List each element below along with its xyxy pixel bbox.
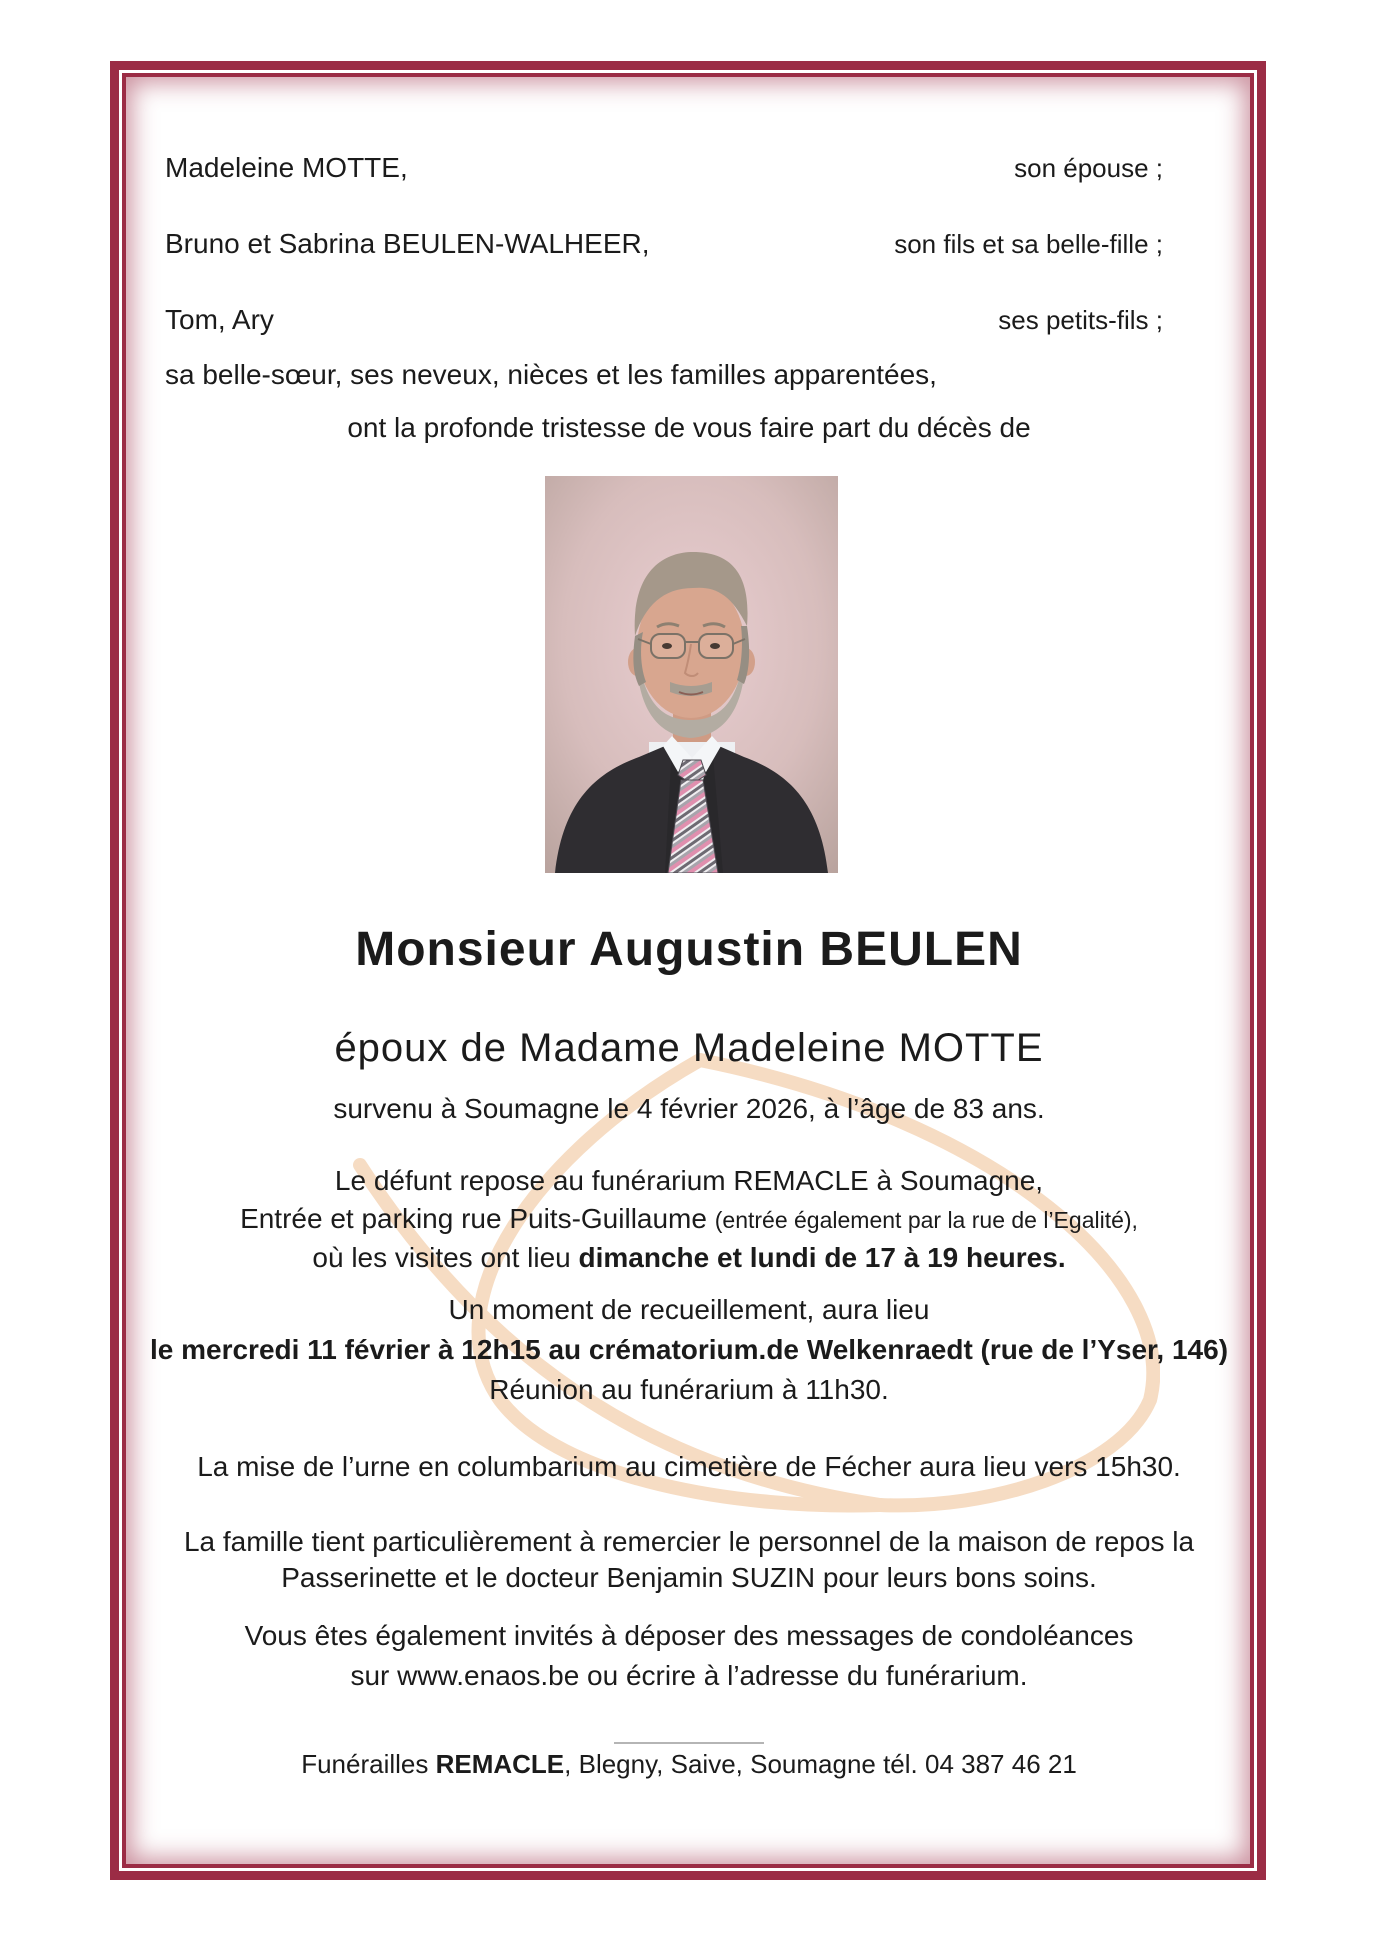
footer-prefix: Funérailles (301, 1749, 436, 1779)
announcement-intro-line: ont la profonde tristesse de vous faire part du décès de (347, 412, 1031, 443)
thanks-line-2: Passerinette et le docteur Benjamin SUZIN pour leurs bons soins. (281, 1562, 1097, 1593)
deceased-spouse-subtitle: époux de Madame Madeleine MOTTE (334, 1026, 1044, 1070)
wake-entrance-line (130, 1200, 1248, 1239)
ceremony-paragraph (130, 1290, 1248, 1410)
wake-visits-prefix: où les visites ont lieu (312, 1242, 579, 1273)
family-relation: son épouse ; (1014, 153, 1163, 183)
condolences-line-1: Vous êtes également invités à déposer des messages de condoléances (244, 1620, 1134, 1651)
family-line (165, 227, 1163, 261)
family-name: Tom, Ary (165, 304, 274, 335)
family-relation: ses petits-fils ; (998, 305, 1163, 335)
funeral-home-footer (130, 1748, 1248, 1780)
thanks-line-1: La famille tient particulièrement à remercier le personnel de la maison de repos la (183, 1526, 1195, 1557)
death-place-date-line: survenu à Soumagne le 4 février 2026, à l’âge de 83 ans. (333, 1093, 1045, 1124)
family-closing-line: sa belle-sœur, ses neveux, nièces et les familles apparentées, (165, 359, 937, 390)
ceremony-meeting-line: Réunion au funérarium à 11h30. (489, 1374, 889, 1405)
deceased-name-title: Monsieur Augustin BEULEN (355, 923, 1023, 976)
urn-columbarium-line: La mise de l’urne en columbarium au cimetière de Fécher aura lieu vers 15h30. (197, 1451, 1181, 1482)
ceremony-datetime-line: le mercredi 11 février à 12h15 au crématorium.de Welkenraedt (rue de l’Yser, 146) (149, 1334, 1229, 1365)
wake-paragraph (130, 1162, 1248, 1277)
deceased-portrait-photo (545, 476, 838, 873)
family-relation: son fils et sa belle-fille ; (894, 229, 1163, 259)
ceremony-intro-line: Un moment de recueillement, aura lieu (448, 1294, 930, 1325)
wake-visits-line (130, 1239, 1248, 1277)
wake-entrance-main: Entrée et parking rue Puits-Guillaume (240, 1203, 715, 1234)
wake-visits-schedule: dimanche et lundi de 17 à 19 heures. (578, 1242, 1066, 1273)
family-line (165, 303, 1163, 337)
family-line (165, 151, 1163, 185)
wake-entrance-note: (entrée également par la rue de l’Egalité), (714, 1207, 1138, 1233)
family-name: Bruno et Sabrina BEULEN-WALHEER, (165, 228, 650, 259)
footer-contact: , Blegny, Saive, Soumagne tél. 04 387 46 21 (564, 1749, 1077, 1779)
family-name: Madeleine MOTTE, (165, 152, 408, 183)
wake-location-line: Le défunt repose au funérarium REMACLE à Soumagne, (334, 1165, 1044, 1196)
condolences-line-2: sur www.enaos.be ou écrire à l’adresse du funérarium. (350, 1660, 1028, 1691)
footer-divider (614, 1742, 764, 1744)
thanks-paragraph (130, 1524, 1248, 1596)
condolences-paragraph (130, 1616, 1248, 1696)
funeral-home-name: REMACLE (435, 1749, 565, 1779)
